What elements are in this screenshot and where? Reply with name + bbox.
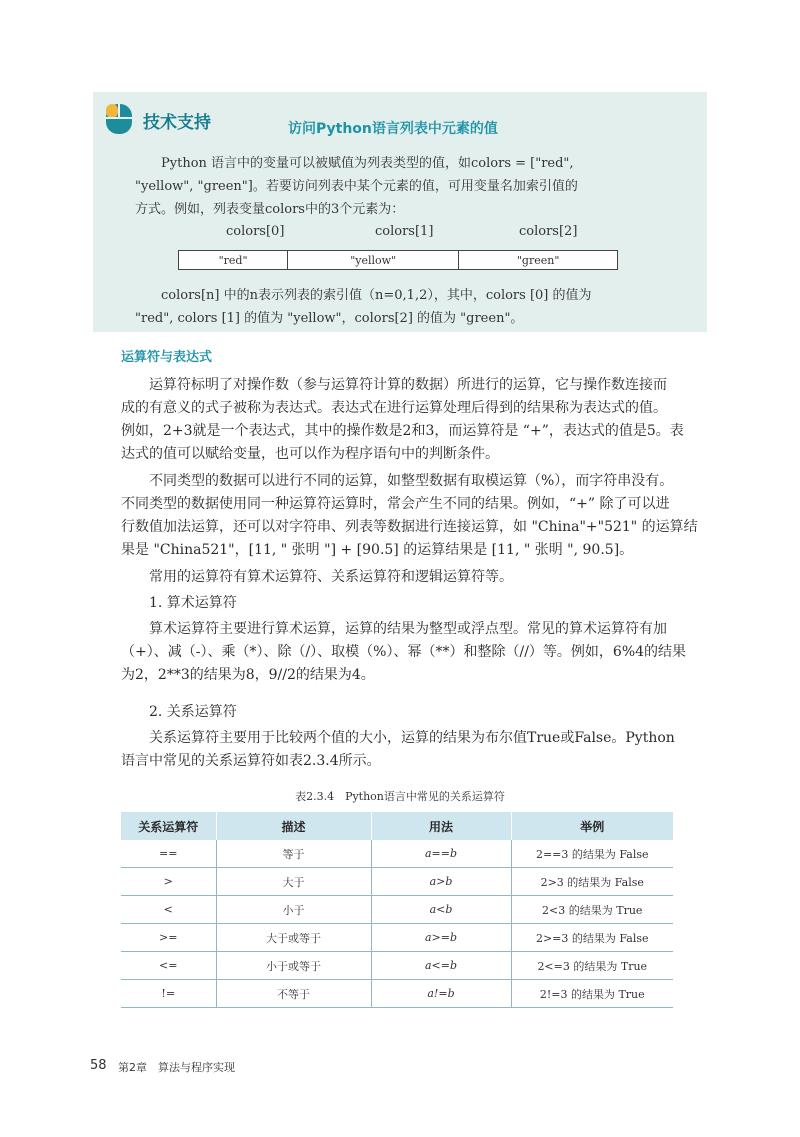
table-cell: 等于 [216,840,371,868]
table-cell: a<b [371,896,511,924]
table-cell: a>=b [371,924,511,952]
relational-operators-table [121,812,673,1008]
table-cell: a!=b [371,980,511,1008]
table-cell: < [121,896,216,924]
table-header: 举例 [511,812,673,840]
table-cell: != [121,980,216,1008]
table-cell: <= [121,952,216,980]
index-label-0: colors[0] [226,224,285,239]
list-cell: "red" [179,251,288,270]
table-row [121,896,673,924]
table-header: 用法 [371,812,511,840]
index-label-1: colors[1] [375,224,434,239]
table-cell: a>b [371,868,511,896]
table-row [121,952,673,980]
paragraph: 关系运算符主要用于比较两个值的大小，运算的结果为布尔值True或False。Python 语言中常见的关系运算符如表2.3.4所示。 [121,730,675,769]
tech-para-2-line-2: "red", colors [1] 的值为 "yellow"，colors[2] 的值为 "green"。 [135,311,524,326]
index-label-2: colors[2] [519,224,578,239]
table-cell: 2>=3 的结果为 False [511,924,673,952]
tech-para-1-line-3: 方式。例如，列表变量colors中的3个元素为： [135,202,405,217]
section-title: 运算符与表达式 [121,350,213,365]
tech-para-1-line-2: "yellow", "green"]。若要访问列表中某个元素的值，可用变量名加索引值的 [135,179,578,194]
paragraph: 常用的运算符有算术运算符、关系运算符和逻辑运算符等。 [121,569,513,585]
mouse-icon [104,102,134,136]
table-cell: 不等于 [216,980,371,1008]
chapter-title: 第2章 算法与程序实现 [118,1061,235,1074]
tech-support-title: 访问Python语言列表中元素的值 [288,121,498,137]
table-caption: 表2.3.4 Python语言中常见的关系运算符 [295,790,505,803]
table-cell: a<=b [371,952,511,980]
colors-list-table [178,250,618,270]
table-row [121,840,673,868]
table-cell: 小于 [216,896,371,924]
table-cell: a==b [371,840,511,868]
table-cell: 大于或等于 [216,924,371,952]
table-cell: > [121,868,216,896]
table-cell: == [121,840,216,868]
subheading-relational: 2. 关系运算符 [121,704,237,720]
table-cell: 2!=3 的结果为 True [511,980,673,1008]
tech-para-2-line-1: colors[n] 中的n表示列表的索引值（n=0,1,2），其中，colors [0] 的值为 [161,288,592,303]
paragraph: 运算符标明了对操作数（参与运算符计算的数据）所进行的运算，它与操作数连接而 成的有意义的式子被称为表达式。表达式在进行运算处理后得到的结果称为表达式的值。 例如，2+3就是一个表达式，其中的操作数是2和3，而运算符是 “+”，表达式的值是5。表 达式的值可以赋给变量，也可以作为程序语句中的判断条件。 [121,377,684,462]
list-cell: "green" [459,251,618,270]
table-cell: 2<3 的结果为 True [511,896,673,924]
table-header: 描述 [216,812,371,840]
table-row [121,924,673,952]
table-cell: 小于或等于 [216,952,371,980]
table-cell: 2>3 的结果为 False [511,868,673,896]
table-cell: 大于 [216,868,371,896]
subheading-arithmetic: 1. 算术运算符 [121,595,237,611]
table-row [121,868,673,896]
table-header: 关系运算符 [121,812,216,840]
table-cell: 2==3 的结果为 False [511,840,673,868]
list-cell: "yellow" [288,251,459,270]
paragraph: 不同类型的数据可以进行不同的运算，如整型数据有取模运算（%），而字符串没有。 不同类型的数据使用同一种运算符运算时，常会产生不同的结果。例如，“+” 除了可以进 行数值加法运算，还可以对字符串、列表等数据进行连接运算，如 "China"+"521" 的运算结 果是 "China521"，[11, " 张明 "] + [90.5] 的运算结果是 [11, " 张明 ", 90.5]。 [121,473,698,558]
table-cell: 2<=3 的结果为 True [511,952,673,980]
table-cell: >= [121,924,216,952]
paragraph: 算术运算符主要进行算术运算，运算的结果为整型或浮点型。常见的算术运算符有加 （+）、减（-）、乘（*）、除（/）、取模（%）、幂（**）和整除（//）等。例如，6%4的结果 为2，2**3的结果为8，9//2的结果为4。 [121,621,687,683]
tech-para-1-line-1: Python 语言中的变量可以被赋值为列表类型的值，如colors = ["red", [161,156,574,171]
tech-support-label: 技术支持 [143,113,211,133]
table-row [121,980,673,1008]
table-header-row [121,812,673,840]
page-number: 58 [90,1058,107,1073]
